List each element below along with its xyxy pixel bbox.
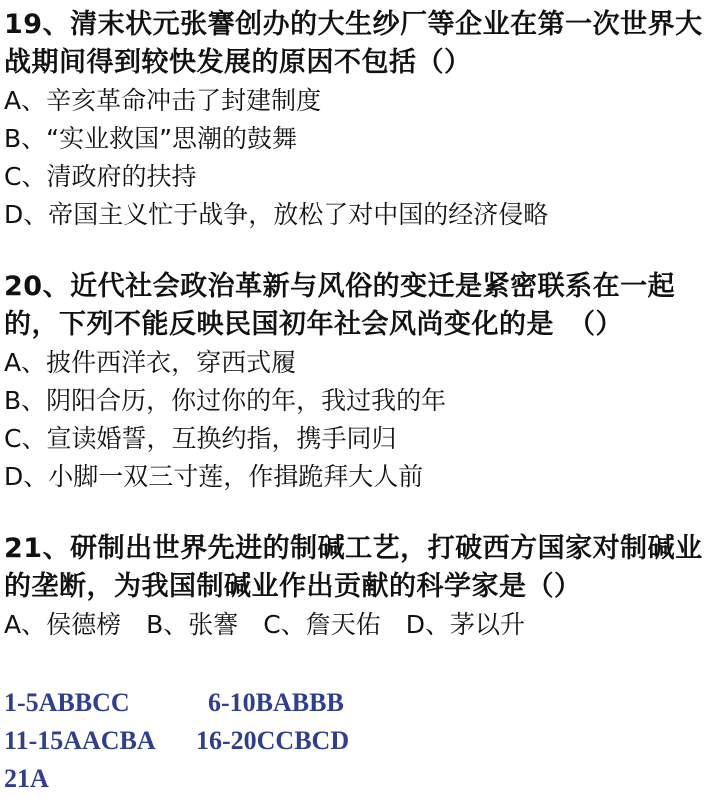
option-d: D、小脚一双三寸莲，作揖跪拜大人前 xyxy=(4,462,424,491)
answer-row xyxy=(4,684,349,722)
question-stem-line-2: 战期间得到较快发展的原因不包括（） xyxy=(4,47,472,78)
answer-range: 6-10BABBB xyxy=(208,688,344,717)
answer-row xyxy=(4,760,349,798)
answer-row xyxy=(4,722,349,760)
option-d: D、帝国主义忙于战争，放松了对中国的经济侵略 xyxy=(4,200,549,229)
answer-range: 1-5ABBCC xyxy=(4,688,130,717)
question-stem-line-1: 19、清末状元张謇创办的大生纱厂等企业在第一次世界大 xyxy=(4,9,703,40)
option-a: A、披件西洋衣，穿西式履 xyxy=(4,348,297,377)
question-20 xyxy=(4,268,675,496)
question-stem-line-1: 20、近代社会政治革新与风俗的变迁是紧密联系在一起 xyxy=(4,271,676,302)
answer-range: 16-20CCBCD xyxy=(196,726,350,755)
option-b: B、阴阳合历，你过你的年，我过我的年 xyxy=(4,386,447,415)
question-stem-line-2: 的，下列不能反映民国初年社会风尚变化的是 （） xyxy=(4,309,623,340)
option-b: B、“实业救国”思潮的鼓舞 xyxy=(4,124,298,153)
question-21 xyxy=(4,530,703,644)
question-stem-line-1: 21、研制出世界先进的制碱工艺，打破西方国家对制碱业 xyxy=(4,533,703,564)
answer-key xyxy=(4,684,349,798)
option-row: A、侯德榜 B、张謇 C、詹天佑 D、茅以升 xyxy=(4,610,525,639)
answer-range: 21A xyxy=(4,764,49,793)
question-19 xyxy=(4,6,703,234)
question-stem-line-2: 的垄断，为我国制碱业作出贡献的科学家是（） xyxy=(4,571,582,602)
option-c: C、宣读婚誓，互换约指，携手同归 xyxy=(4,424,397,453)
option-c: C、清政府的扶持 xyxy=(4,162,197,191)
option-a: A、辛亥革命冲击了封建制度 xyxy=(4,86,322,115)
answer-range: 11-15AACBA xyxy=(4,726,156,755)
